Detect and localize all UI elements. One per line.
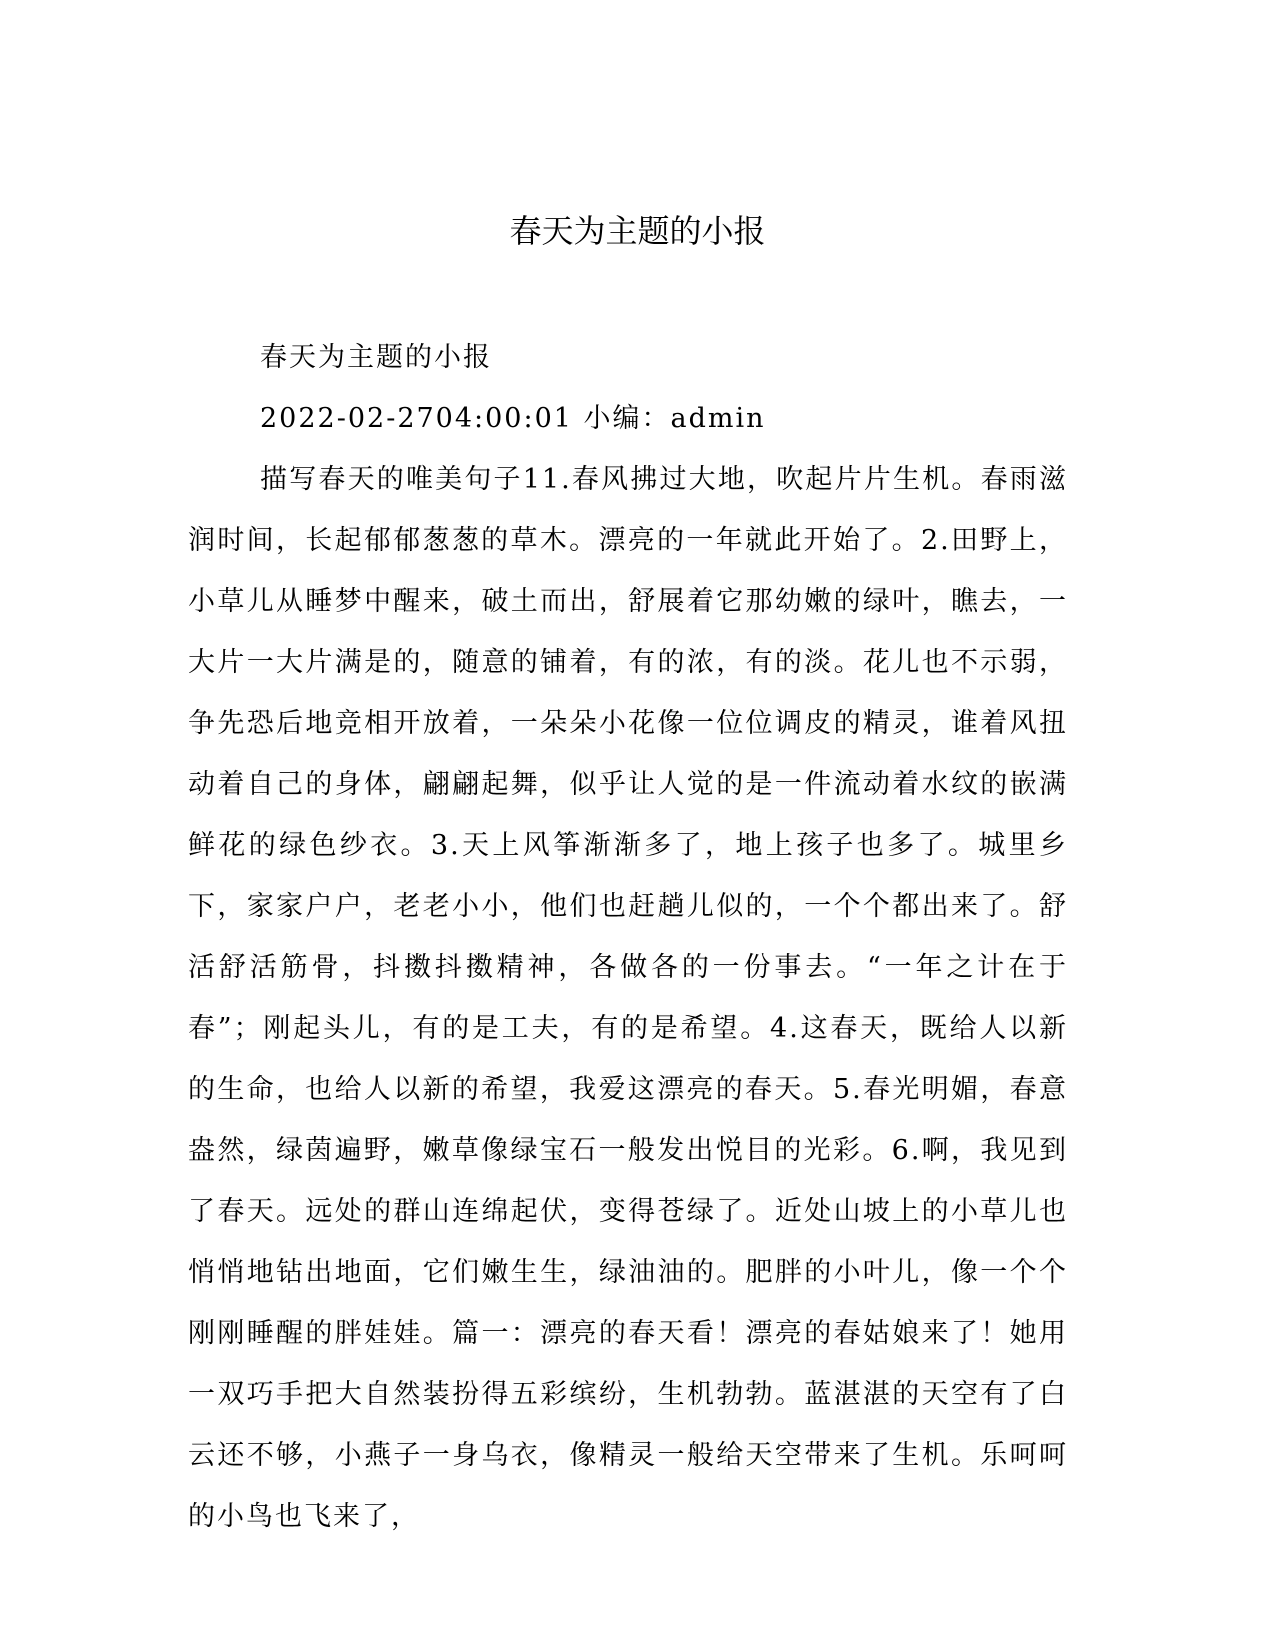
body-paragraph: 描写春天的唯美句子11.春风拂过大地，吹起片片生机。春雨滋润时间，长起郁郁葱葱的草木。漂亮的一年就此开始了。2.田野上，小草儿从睡梦中醒来，破土而出，舒展着它那幼嫩的绿叶，瞧去，一大片一大片满是的，随意的铺着，有的浓，有的淡。花儿也不示弱，争先恐后地竞相开放着，一朵朵小花像一位位调皮的精灵，谁着风扭动着自己的身体，翩翩起舞，似乎让人觉的是一件流动着水纹的嵌满鲜花的绿色纱衣。3.天上风筝渐渐多了，地上孩子也多了。城里乡下，家家户户，老老小小，他们也赶趟儿似的，一个个都出来了。舒活舒活筋骨，抖擞抖擞精神，各做各的一份事去。“一年之计在于春”；刚起头儿，有的是工夫，有的是希望。4.这春天，既给人以新的生命，也给人以新的希望，我爱这漂亮的春天。5.春光明媚，春意盎然，绿茵遍野，嫩草像绿宝石一般发出悦目的光彩。6.啊，我见到了春天。远处的群山连绵起伏，变得苍绿了。近处山坡上的小草儿也悄悄地钻出地面，它们嫩生生，绿油油的。肥胖的小叶儿，像一个个刚刚睡醒的胖娃娃。篇一：漂亮的春天看！漂亮的春姑娘来了！她用一双巧手把大自然装扮得五彩缤纷，生机勃勃。蓝湛湛的天空有了白云还不够，小燕子一身乌衣，像精灵一般给天空带来了生机。乐呵呵的小鸟也飞来了， xyxy=(188,464,1068,1532)
document-body xyxy=(188,327,1068,1547)
subtitle-paragraph: 春天为主题的小报 xyxy=(260,342,492,373)
document-title: 春天为主题的小报 xyxy=(509,212,766,250)
meta-line: 2022-02-2704:00:01 小编：admin xyxy=(260,403,766,434)
